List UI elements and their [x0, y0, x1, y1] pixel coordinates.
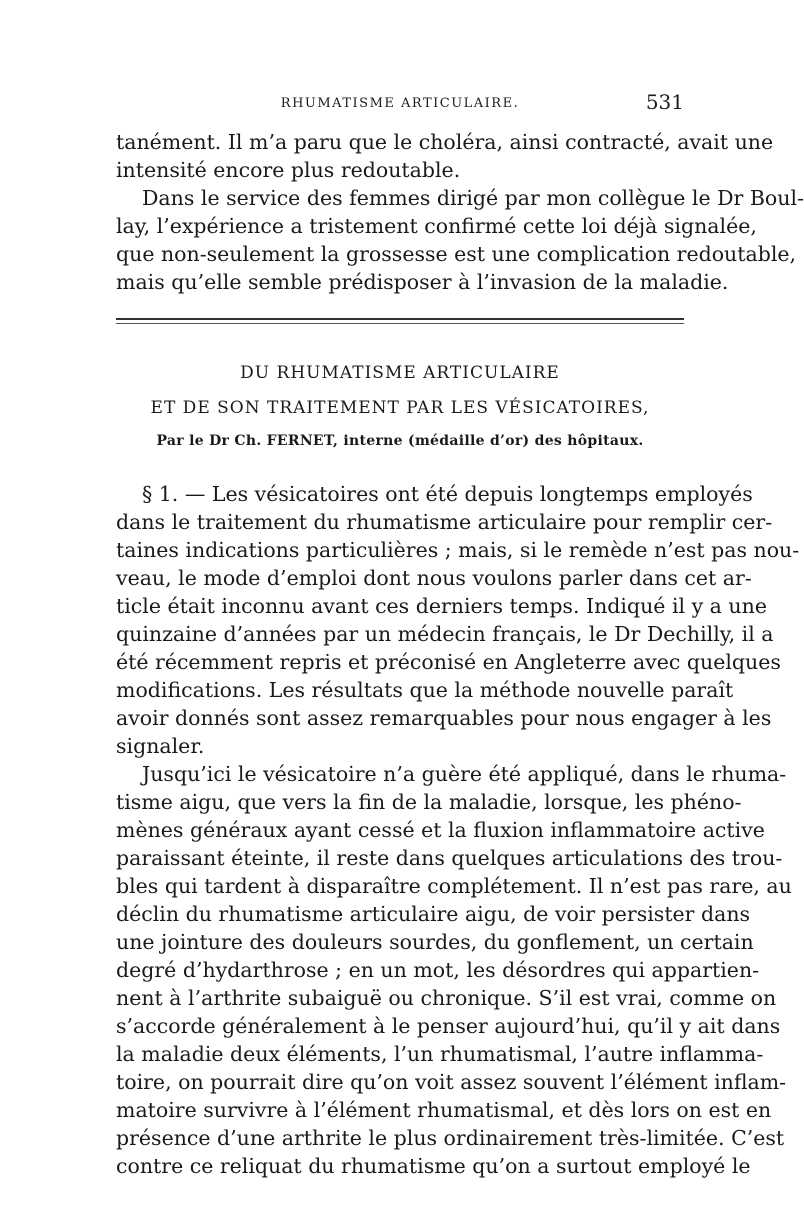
text-line: été récemment repris et préconisé en Angleterre avec quelques — [116, 650, 781, 674]
text-line: signaler. — [116, 734, 205, 758]
text-block-article — [116, 480, 800, 1180]
article-title-line-2: ET DE SON TRAITEMENT PAR LES VÉSICATOIRES, — [150, 398, 650, 418]
text-line: tanément. Il m’a paru que le choléra, ainsi contracté, avait une — [116, 130, 774, 154]
text-line: degré d’hydarthrose ; en un mot, les désordres qui appartien- — [116, 958, 760, 982]
section-divider — [116, 323, 684, 324]
text-line: toire, on pourrait dire qu’on voit assez souvent l’élément inflam- — [116, 1070, 787, 1094]
text-line: nent à l’arthrite subaiguë ou chronique. S’il est vrai, comme on — [116, 986, 777, 1010]
text-line: bles qui tardent à disparaître complétement. Il n’est pas rare, au — [116, 874, 792, 898]
page-number: 531 — [645, 90, 684, 114]
article-byline: Par le Dr Ch. FERNET, interne (médaille d’or) des hôpitaux. — [156, 433, 644, 449]
text-line: que non-seulement la grossesse est une complication redoutable, — [116, 242, 797, 266]
text-line: ticle était inconnu avant ces derniers temps. Indiqué il y a une — [116, 594, 767, 618]
text-line: Jusqu’ici le vésicatoire n’a guère été appliqué, dans le rhuma- — [142, 762, 787, 786]
text-line: veau, le mode d’emploi dont nous voulons parler dans cet ar- — [116, 566, 752, 590]
running-head — [116, 88, 684, 118]
text-line: la maladie deux éléments, l’un rhumatismal, l’autre inflamma- — [116, 1042, 764, 1066]
text-line: lay, l’expérience a tristement confirmé cette loi déjà signalée, — [116, 214, 757, 238]
text-line: paraissant éteinte, il reste dans quelques articulations des trou- — [116, 846, 783, 870]
text-line: quinzaine d’années par un médecin français, le Dr Dechilly, il a — [116, 622, 774, 646]
text-line: taines indications particulières ; mais, si le remède n’est pas nou- — [116, 538, 800, 562]
text-line: dans le traitement du rhumatisme articulaire pour remplir cer- — [116, 510, 773, 534]
text-line: § 1. — Les vésicatoires ont été depuis longtemps employés — [142, 482, 753, 506]
text-line: Dans le service des femmes dirigé par mon collègue le Dr Boul- — [142, 186, 804, 210]
article-title-line-1: DU RHUMATISME ARTICULAIRE — [240, 363, 560, 383]
text-line: mais qu’elle semble prédisposer à l’invasion de la maladie. — [116, 270, 729, 294]
running-head-title: RHUMATISME ARTICULAIRE. — [280, 96, 520, 111]
text-line: déclin du rhumatisme articulaire aigu, de voir persister dans — [116, 902, 751, 926]
text-line: matoire survivre à l’élément rhumatismal, et dès lors on est en — [116, 1098, 772, 1122]
text-line: une jointure des douleurs sourdes, du gonflement, un certain — [116, 930, 754, 954]
text-line: avoir donnés sont assez remarquables pour nous engager à les — [116, 706, 772, 730]
text-line: mènes généraux ayant cessé et la fluxion inflammatoire active — [116, 818, 765, 842]
text-block-top — [116, 128, 804, 296]
section-divider — [116, 318, 684, 320]
text-line: modifications. Les résultats que la méthode nouvelle paraît — [116, 678, 734, 702]
text-line: tisme aigu, que vers la fin de la maladie, lorsque, les phéno- — [116, 790, 742, 814]
text-line: s’accorde généralement à le penser aujourd’hui, qu’il y ait dans — [116, 1014, 781, 1038]
text-line: intensité encore plus redoutable. — [116, 158, 461, 182]
text-line: contre ce reliquat du rhumatisme qu’on a surtout employé le — [116, 1154, 751, 1178]
text-line: présence d’une arthrite le plus ordinairement très-limitée. C’est — [116, 1126, 785, 1150]
